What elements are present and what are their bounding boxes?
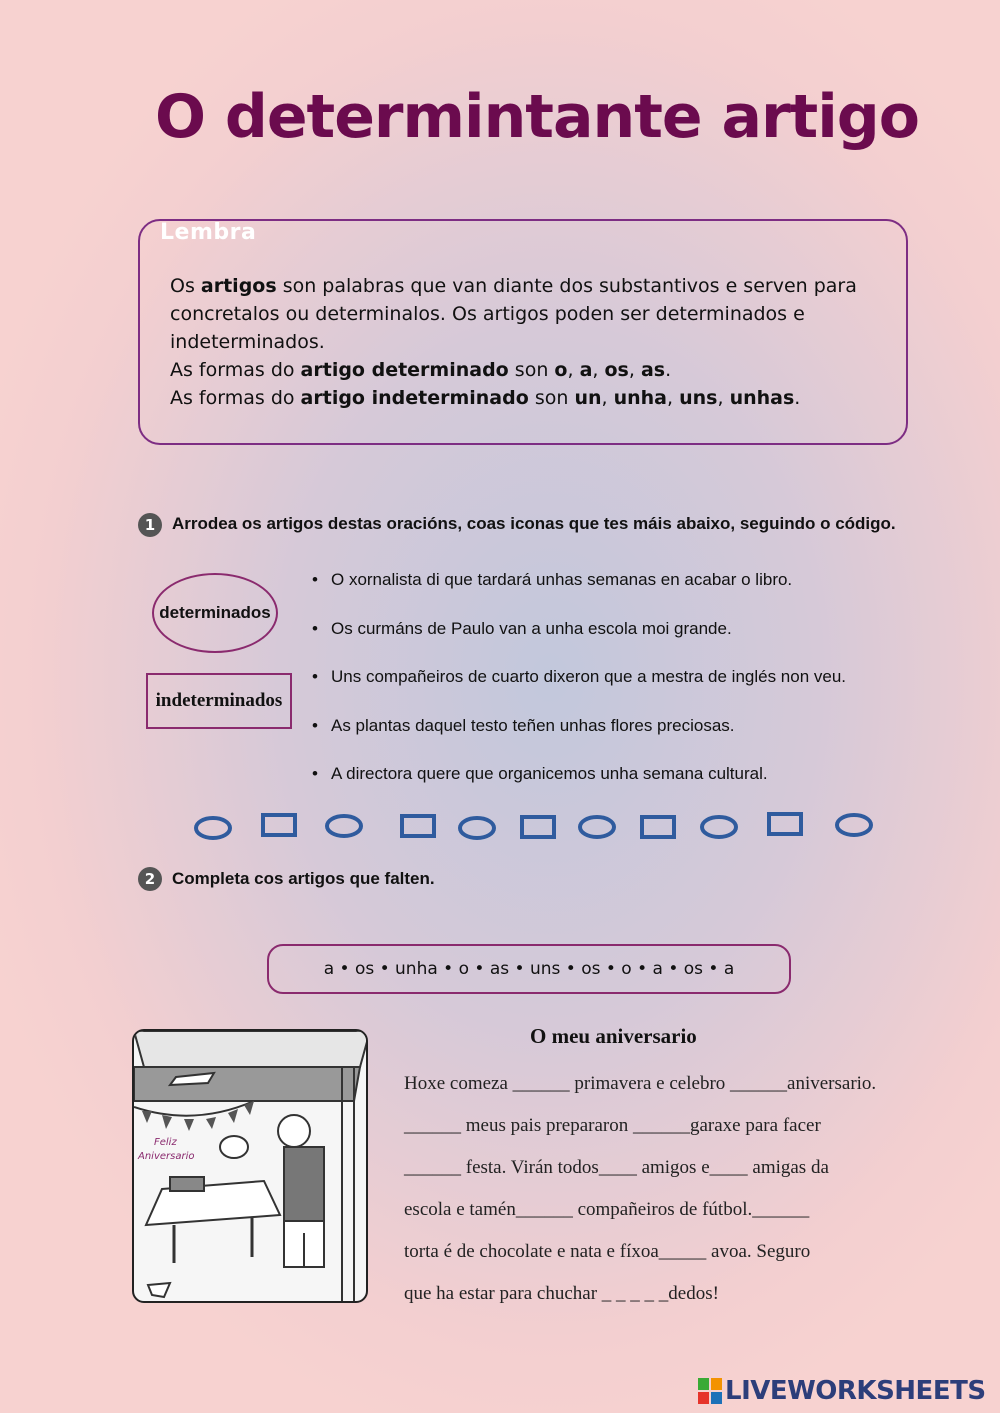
story-line[interactable]: Hoxe comeza ______ primavera e celebro ______aniversario. bbox=[404, 1073, 877, 1094]
story-line[interactable]: ______ meus pais prepararon ______garaxe para facer bbox=[404, 1115, 821, 1136]
sentence-item[interactable]: • O xornalista di que tardará unhas semanas en acabar o libro. bbox=[312, 568, 972, 617]
remember-paragraph-3: As formas do artigo indeterminado son un, unha, uns, unhas. bbox=[170, 387, 801, 409]
oval-icon[interactable] bbox=[702, 817, 736, 837]
oval-icon[interactable] bbox=[460, 818, 494, 838]
square-icon[interactable] bbox=[769, 814, 801, 834]
story-line[interactable]: que ha estar para chuchar _ _ _ _ _dedos! bbox=[404, 1283, 719, 1304]
liveworksheets-logo-icon bbox=[698, 1378, 722, 1404]
bold-term: a bbox=[579, 359, 593, 381]
text-span: As formas do bbox=[170, 359, 301, 381]
legend-label: indeterminados bbox=[155, 690, 283, 711]
story-line[interactable]: torta é de chocolate e nata e fíxoa_____ avoa. Seguro bbox=[404, 1241, 811, 1262]
story-line[interactable]: ______ festa. Virán todos____ amigos e____ amigas da bbox=[404, 1157, 829, 1178]
birthday-illustration bbox=[132, 1029, 368, 1303]
square-icon[interactable] bbox=[402, 816, 434, 836]
text-span: As formas do bbox=[170, 387, 301, 409]
word-bank-text: a • os • unha • o • as • uns • os • o • a • os • a bbox=[323, 959, 735, 979]
square-icon[interactable] bbox=[522, 817, 554, 837]
oval-icon[interactable] bbox=[327, 816, 361, 836]
word-bank bbox=[267, 944, 791, 994]
page-title: O determintante artigo bbox=[155, 82, 919, 152]
bold-term: unha bbox=[613, 387, 667, 409]
square-icon[interactable] bbox=[642, 817, 674, 837]
bold-term: os bbox=[604, 359, 629, 381]
text-span: son bbox=[528, 387, 575, 409]
oval-icon[interactable] bbox=[580, 817, 614, 837]
text-span: son bbox=[508, 359, 555, 381]
bold-term: artigo determinado bbox=[300, 359, 509, 381]
sentence-item[interactable]: • A directora quere que organicemos unha semana cultural. bbox=[312, 762, 972, 811]
remember-label: Lembra bbox=[160, 220, 257, 245]
square-icon[interactable] bbox=[263, 815, 295, 835]
brand-footer[interactable] bbox=[698, 1376, 986, 1406]
bold-term: as bbox=[640, 359, 666, 381]
exercise-1-number: 1 bbox=[138, 513, 162, 537]
bold-term: artigos bbox=[200, 275, 277, 297]
story-line[interactable]: escola e tamén______ compañeiros de fútbol.______ bbox=[404, 1199, 810, 1220]
illustration-drawing bbox=[134, 1031, 368, 1303]
caption-aniversario: Aniversario bbox=[138, 1151, 195, 1162]
bold-term: o bbox=[554, 359, 568, 381]
oval-icon[interactable] bbox=[196, 818, 230, 838]
sentence-item[interactable]: • Uns compañeiros de cuarto dixeron que a mestra de inglés non veu. bbox=[312, 665, 972, 714]
story-title: O meu aniversario bbox=[530, 1024, 697, 1048]
sentence-item[interactable]: • As plantas daquel testo teñen unhas flores preciosas. bbox=[312, 714, 972, 763]
exercise-2-number: 2 bbox=[138, 867, 162, 891]
legend-label: determinados bbox=[159, 603, 271, 622]
text-span: son palabras que van diante dos substantivos e serven para concretalos ou determinalos. Os artigos poden ser determinados e indeterminados. bbox=[170, 275, 857, 353]
text-span: Os bbox=[170, 275, 201, 297]
oval-icon[interactable] bbox=[837, 815, 871, 835]
bold-term: uns bbox=[679, 387, 718, 409]
story-text bbox=[404, 1068, 964, 1320]
remember-paragraph-2: As formas do artigo determinado son o, a, os, as. bbox=[170, 359, 672, 381]
exercise-1-instruction: Arrodea os artigos destas oracións, coas iconas que tes máis abaixo, seguindo o código. bbox=[172, 514, 896, 533]
bold-term: unhas bbox=[729, 387, 795, 409]
bold-term: un bbox=[574, 387, 602, 409]
sentence-item[interactable]: • Os curmáns de Paulo van a unha escola moi grande. bbox=[312, 617, 972, 666]
bold-term: artigo indeterminado bbox=[300, 387, 529, 409]
brand-name: LIVEWORKSHEETS bbox=[725, 1376, 986, 1406]
caption-feliz: Feliz bbox=[154, 1137, 177, 1148]
exercise-2-instruction: Completa cos artigos que falten. bbox=[172, 869, 435, 888]
